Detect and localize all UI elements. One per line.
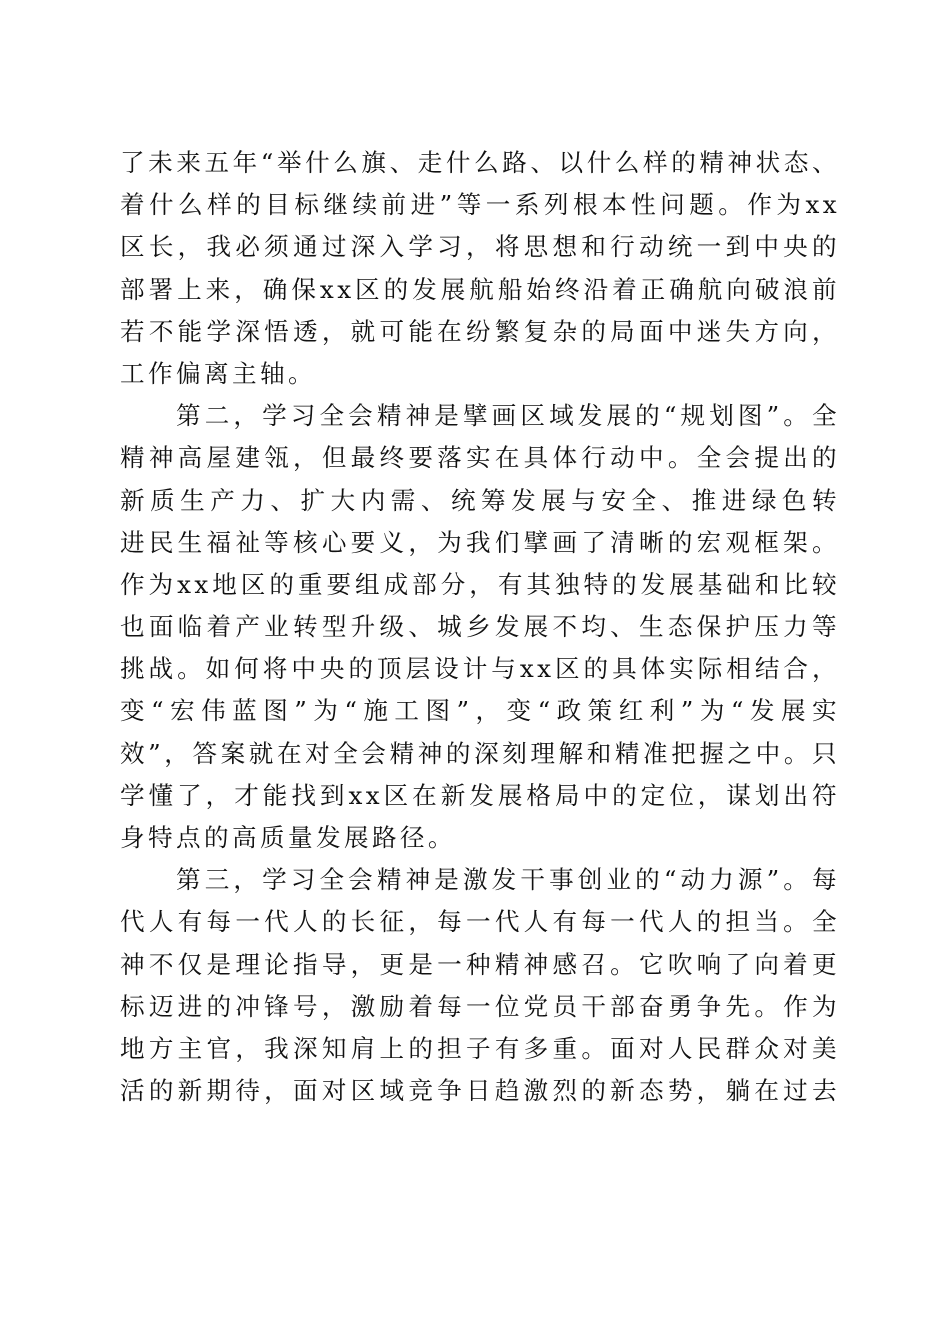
text-line: 学懂了，才能找到xx区在新发展格局中的定位，谋划出符 xyxy=(120,780,840,810)
text-line: 第三，学习全会精神是激发干事创业的“动力源”。每 xyxy=(176,865,840,895)
text-line: 变“宏伟蓝图”为“施工图”，变“政策红利”为“发展实 xyxy=(120,696,840,726)
text-line: 活的新期待，面对区域竞争日趋激烈的新态势，躺在过去 xyxy=(120,1076,840,1106)
text-line: 工作偏离主轴。 xyxy=(120,358,316,388)
text-line: 挑战。如何将中央的顶层设计与xx区的具体实际相结合， xyxy=(120,654,840,684)
text-line: 若不能学深悟透，就可能在纷繁复杂的局面中迷失方向， xyxy=(120,316,840,346)
text-line: 进民生福祉等核心要义，为我们擘画了清晰的宏观框架。 xyxy=(120,527,840,557)
text-line: 标迈进的冲锋号，激励着每一位党员干部奋勇争先。作为 xyxy=(120,991,840,1021)
text-line: 区长，我必须通过深入学习，将思想和行动统一到中央的 xyxy=(120,232,840,262)
text-line: 身特点的高质量发展路径。 xyxy=(120,823,456,852)
document-body xyxy=(120,142,840,1112)
paragraph-3 xyxy=(120,859,840,1112)
text-line: 了未来五年“举什么旗、走什么路、以什么样的精神状态、 xyxy=(120,148,840,177)
text-line: 精神高屋建瓴，但最终要落实在具体行动中。全会提出的 xyxy=(120,443,840,473)
text-line: 地方主官，我深知肩上的担子有多重。面对人民群众对美 xyxy=(120,1033,840,1063)
text-line: 第二，学习全会精神是擘画区域发展的“规划图”。全 xyxy=(176,401,840,431)
text-line: 也面临着产业转型升级、城乡发展不均、生态保护压力等 xyxy=(120,612,840,642)
paragraph-1 xyxy=(120,142,840,395)
paragraph-2 xyxy=(120,395,840,859)
text-line: 部署上来，确保xx区的发展航船始终沿着正确航向破浪前 xyxy=(120,274,840,304)
text-line: 新质生产力、扩大内需、统筹发展与安全、推进绿色转 xyxy=(120,485,840,515)
text-line: 神不仅是理论指导，更是一种精神感召。它吹响了向着更 xyxy=(120,949,840,979)
text-line: 代人有每一代人的长征，每一代人有每一代人的担当。全 xyxy=(120,907,840,937)
text-line: 着什么样的目标继续前进”等一系列根本性问题。作为xx xyxy=(120,190,840,220)
text-line: 作为xx地区的重要组成部分，有其独特的发展基础和比较 xyxy=(120,569,840,599)
text-line: 效”，答案就在对全会精神的深刻理解和精准把握之中。只 xyxy=(120,738,840,768)
